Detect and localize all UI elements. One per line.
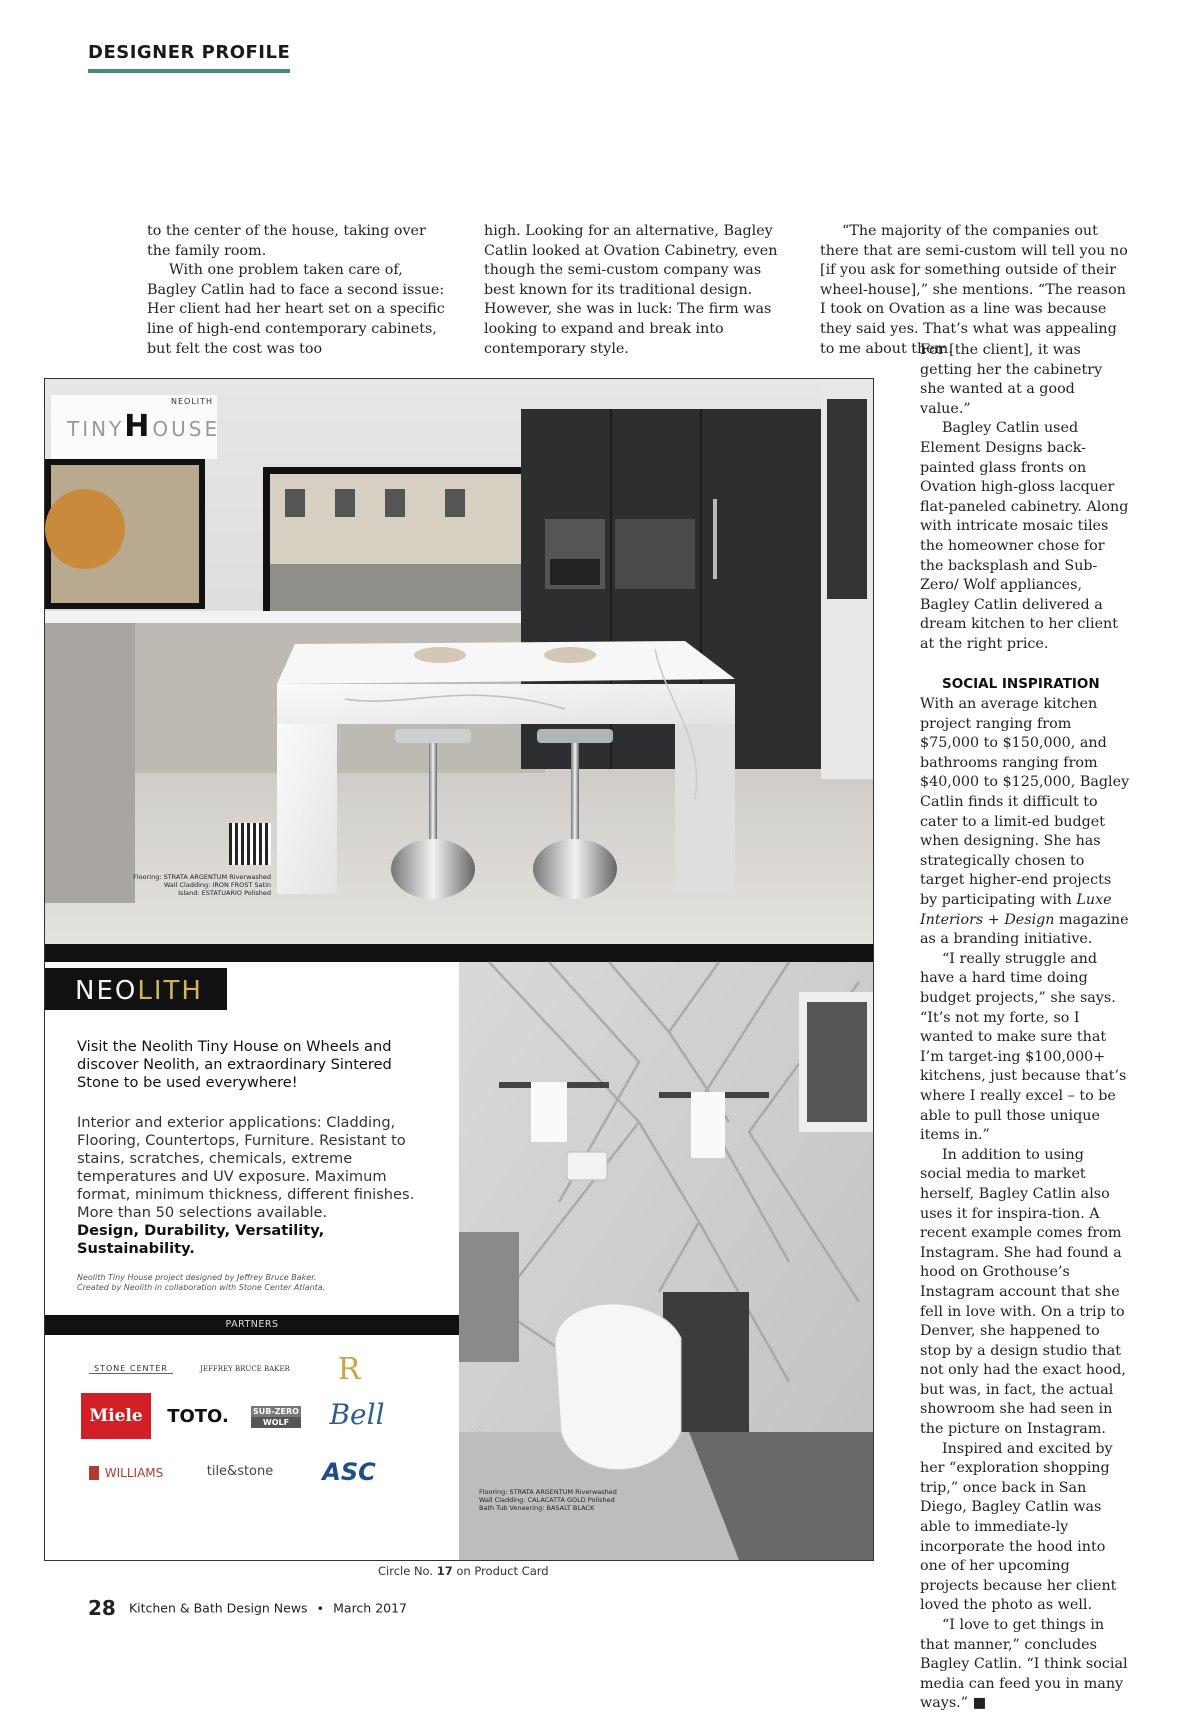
subheading: SOCIAL INSPIRATION xyxy=(942,675,1100,692)
bathroom-illustration xyxy=(459,962,873,1560)
qr-code[interactable] xyxy=(229,823,271,865)
stone-center-logo: STONE CENTER xyxy=(89,1364,173,1374)
neolith-logo xyxy=(45,968,227,1010)
caption-line: Wall Cladding: CALACATTA GOLD Polished xyxy=(479,1496,615,1504)
ad-intro: Visit the Neolith Tiny House on Wheels and discover Neolith, an extraordinary Sintered Stone to be used everywhere! xyxy=(77,1038,392,1091)
paragraph: “I love to get things in that manner,” concludes Bagley Catlin. “I think social media can feed you in many ways.” ■ xyxy=(920,1617,1128,1712)
caption-line: Wall Cladding: IRON FROST Satin xyxy=(163,881,271,889)
circle-suffix: on Product Card xyxy=(452,1564,549,1578)
article-column-1 xyxy=(147,222,453,359)
credit-line: Created by Neolith in collaboration with Stone Center Atlanta. xyxy=(77,1283,326,1292)
subzero-text: SUB-ZERO xyxy=(253,1407,299,1416)
bell-logo: Bell xyxy=(329,1398,385,1431)
logo-part: NEO xyxy=(75,976,138,1006)
paragraph: In addition to using social media to market herself, Bagley Catlin also uses it for inspira-tion. A recent example comes from Instagram. She had found a hood on Grothouse’s Instagram account that she fell in love with. On a trip to Denver, she happened to stop by a design studio that not only had the exact hood, but was, in fact, the actual showroom she had seen in the picture on Instagram. xyxy=(920,1146,1126,1438)
ad-tagline: Design, Durability, Versatility, Sustainability. xyxy=(77,1222,325,1257)
paragraph: to the center of the house, taking over the family room. xyxy=(147,223,426,259)
kitchen-photo xyxy=(45,379,873,944)
ad-desc-text: Interior and exterior applications: Cladding, Flooring, Countertops, Furniture. Resistant to stains, scratches, chemicals, extreme temperatures and UV exposure. Maximum format, minimum thickness, different finishes. More than 50 selections available. xyxy=(77,1114,415,1221)
toto-logo: TOTO. xyxy=(167,1406,229,1427)
credit-line: Neolith Tiny House project designed by Jeffrey Bruce Baker. xyxy=(77,1273,317,1282)
magazine-title: Luxe Interiors + Design xyxy=(920,892,1112,928)
paragraph: high. Looking for an alternative, Bagley Catlin looked at Ovation Cabinetry, even though the semi-custom company was best known for its traditional design. However, she was in luck: The firm was looking to expand and break into contemporary style. xyxy=(484,223,778,357)
divider-bar xyxy=(45,944,873,962)
caption-line: Island: ESTATUARIO Polished xyxy=(178,889,271,897)
paragraph: For [the client], it was getting her the cabinetry she wanted at a good value.” xyxy=(920,342,1103,417)
tiny-house-h: H xyxy=(124,409,153,444)
bathroom-photo xyxy=(459,962,873,1560)
circle-prefix: Circle No. xyxy=(378,1564,437,1578)
tiny-house-left: TINY xyxy=(67,417,125,441)
text-run: magazine as a branding initiative. xyxy=(920,911,1129,948)
page-footer xyxy=(88,1596,407,1620)
neolith-advertisement[interactable] xyxy=(44,378,874,1561)
tile-stone-logo: tile&stone xyxy=(206,1464,274,1479)
tiny-house-brand: NEOLITH xyxy=(171,397,214,406)
paragraph: Bagley Catlin used Element Designs back-painted glass fronts on Ovation high-gloss lacquer flat-paneled cabinetry. Along with intricate mosaic tiles the homeowner chose for the backsplash and Sub-Zero/ Wolf appliances, Bagley Catlin delivered a dream kitchen to her client at the right price. xyxy=(920,420,1129,652)
partners-header: PARTNERS xyxy=(45,1315,459,1335)
article-column-2 xyxy=(484,222,790,359)
publication-name: Kitchen & Bath Design News xyxy=(128,1600,308,1616)
ad-description xyxy=(77,1114,437,1258)
subzero-wolf-logo xyxy=(251,1406,301,1428)
ad-credit xyxy=(77,1273,437,1293)
issue-date: March 2017 xyxy=(333,1600,408,1616)
caption-line: Flooring: STRATA ARGENTUM Riverwashed xyxy=(479,1488,617,1496)
paragraph: “The majority of the companies out there that are semi-custom will tell you no [if you ask for something outside of their wheel-house],” she mentions. “The reason I took on Ovation as a line was because they said yes. That’s what was appealing to me about them. xyxy=(820,223,1128,357)
article-column-3 xyxy=(920,341,1130,1714)
rm-logo: R xyxy=(337,1352,361,1387)
text-run: With an average kitchen project ranging from $75,000 to $150,000, and bathrooms ranging from $40,000 to $125,000, Bagley Catlin finds it difficult to cater to a limit-ed budget when designing. She has strategically chosen to target higher-end projects by participating with xyxy=(920,696,1130,909)
kitchen-illustration xyxy=(45,379,873,944)
paragraph: “I really struggle and have a hard time doing budget projects,” she says. “It’s not my forte, so I wanted to make sure that I’m target-ing $100,000+ kitchens, just because that’s where I really excel – to be able to pull those unique items in.” xyxy=(920,950,1127,1144)
kitchen-caption xyxy=(115,873,271,897)
caption-line: Flooring: STRATA ARGENTUM Riverwashed xyxy=(133,873,271,881)
logo-part: LITH xyxy=(137,976,203,1006)
wolf-text: WOLF xyxy=(251,1417,301,1428)
jeffrey-bruce-baker-logo: JEFFREY BRUCE BAKER xyxy=(200,1365,290,1373)
paragraph xyxy=(920,695,1130,950)
caption-line: Bath Tub Veneering: BASALT BLACK xyxy=(479,1504,595,1512)
paragraph: With one problem taken care of, Bagley Catlin had to face a second issue: Her client had her heart set on a specific line of high-end contemporary cabinets, but felt the cost was too xyxy=(147,262,445,357)
ad-copy xyxy=(45,962,459,1560)
footer-separator: • xyxy=(316,1600,325,1616)
product-card-reference xyxy=(378,1564,549,1578)
section-header: DESIGNER PROFILE xyxy=(88,42,290,73)
miele-logo: Miele xyxy=(81,1393,151,1439)
asc-logo: ASC xyxy=(322,1458,376,1486)
paragraph: Inspired and excited by her “exploration shopping trip,” once back in San Diego, Bagley Catlin was able to immediate-ly incorporate the hood into one of her upcoming projects because her client loved the photo as well. xyxy=(920,1440,1117,1614)
page-number: 28 xyxy=(88,1596,116,1620)
bathroom-caption xyxy=(479,1488,699,1512)
circle-number: 17 xyxy=(436,1564,453,1578)
tiny-house-right: OUSE xyxy=(152,417,221,441)
tiny-house-logo xyxy=(67,397,221,444)
article-column-3-top xyxy=(820,222,1130,359)
williams-logo: WILLIAMS xyxy=(89,1466,169,1480)
